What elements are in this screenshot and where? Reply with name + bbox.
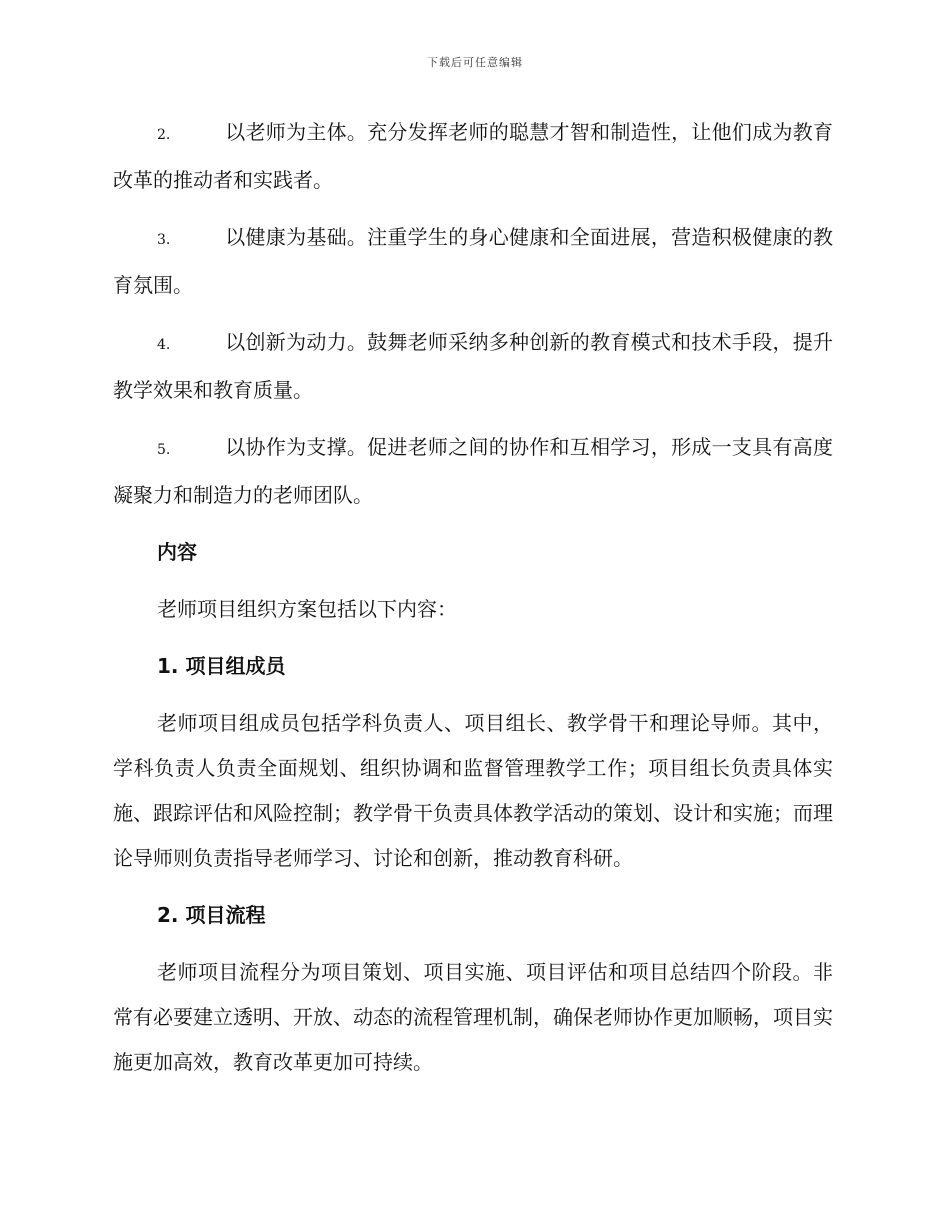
item-number: 3. xyxy=(157,232,171,248)
content-intro: 老师项目组织方案包括以下内容： xyxy=(157,597,457,621)
item-number: 5. xyxy=(157,442,171,458)
principle-item-4 xyxy=(113,320,833,413)
item-text: 以健康为基础。注重学生的身心健康和全面进展，营造积极健康的教育氛围。 xyxy=(113,225,833,297)
item-text: 以协作为支撑。促进老师之间的协作和互相学习，形成一支具有高度凝聚力和制造力的老师团队。 xyxy=(113,435,833,507)
principle-item-5 xyxy=(113,425,833,518)
section-heading-process: 2. 项目流程 xyxy=(157,903,266,927)
document-body xyxy=(113,110,833,1097)
section-heading-members: 1. 项目组成员 xyxy=(157,654,286,678)
item-text: 以创新为动力。鼓舞老师采纳多种创新的教育模式和技术手段，提升教学效果和教育质量。 xyxy=(113,330,833,402)
principle-item-2 xyxy=(113,110,833,203)
process-paragraph: 老师项目流程分为项目策划、项目实施、项目评估和项目总结四个阶段。非常有必要建立透明、开放、动态的流程管理机制，确保老师协作更加顺畅，项目实施更加高效，教育改革更加可持续。 xyxy=(113,960,833,1074)
principle-item-3 xyxy=(113,215,833,308)
section-heading-content: 内容 xyxy=(157,540,197,564)
header-note: 下载后可任意编辑 xyxy=(427,56,523,69)
item-text: 以老师为主体。充分发挥老师的聪慧才智和制造性，让他们成为教育改革的推动者和实践者。 xyxy=(113,120,833,192)
members-paragraph: 老师项目组成员包括学科负责人、项目组长、教学骨干和理论导师。其中，学科负责人负责全面规划、组织协调和监督管理教学工作；项目组长负责具体实施、跟踪评估和风险控制；教学骨干负责具体教学活动的策划、设计和实施；而理论导师则负责指导老师学习、讨论和创新，推动教育科研。 xyxy=(113,711,833,870)
item-number: 4. xyxy=(157,337,171,353)
item-number: 2. xyxy=(157,127,171,143)
